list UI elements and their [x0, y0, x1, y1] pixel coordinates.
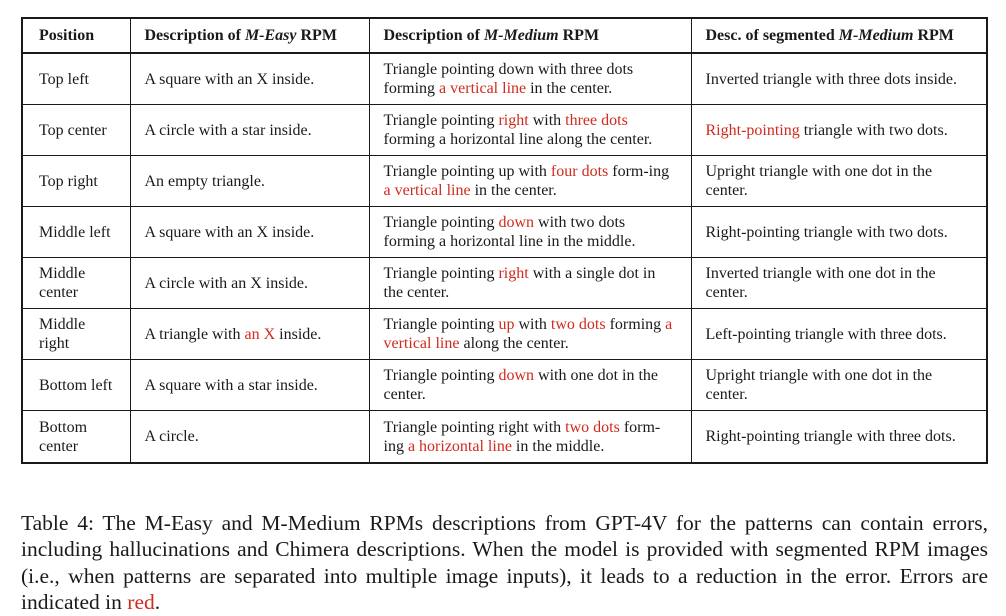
description-cell — [369, 258, 691, 309]
cell-text: Triangle pointing down with three dots forming — [383, 61, 634, 97]
caption-text: Table 4: The M-Easy and M-Medium RPMs descriptions from GPT-4V for the patterns can contain errors, including hallucinations and Chimera descriptions. When the model is provided with segmented RPM images (i.e., when patterns are separated into multiple image inputs), it leads to a reduction in the error. Errors are indicated in — [21, 510, 988, 614]
cell-text: along the center. — [459, 335, 569, 352]
error-highlight: four dots — [550, 163, 609, 180]
cell-text: Description of — [383, 27, 484, 44]
description-cell — [691, 309, 987, 360]
description-cell — [691, 156, 987, 207]
error-highlight: two dots — [565, 418, 620, 436]
cell-text: Triangle pointing — [383, 316, 499, 333]
description-cell — [130, 207, 369, 258]
column-header — [22, 18, 130, 53]
model-name: M-Medium — [483, 27, 559, 44]
cell-text: Position — [39, 27, 95, 44]
cell-text: in the center. — [526, 80, 613, 97]
table-row — [22, 360, 987, 411]
cell-text: An empty triangle. — [144, 172, 265, 190]
cell-text: Triangle pointing — [383, 214, 499, 231]
position-cell — [22, 309, 130, 360]
cell-text: form-ing — [383, 418, 661, 455]
position-cell — [22, 53, 130, 105]
description-cell — [130, 411, 369, 464]
description-cell — [369, 156, 691, 207]
position-cell — [22, 360, 130, 411]
cell-text: Inverted triangle with three dots inside. — [705, 70, 957, 88]
description-cell — [369, 309, 691, 360]
table-row — [22, 207, 987, 258]
cell-text: with a single dot in the center. — [383, 265, 656, 301]
description-cell — [691, 207, 987, 258]
cell-text: triangle with two dots. — [799, 121, 948, 139]
cell-text: Top center — [39, 121, 107, 139]
cell-text: Top left — [39, 70, 89, 88]
cell-text: with two dots forming a horizontal line in the middle. — [383, 214, 636, 250]
description-cell — [691, 360, 987, 411]
cell-text: A circle with a star inside. — [144, 121, 312, 139]
cell-text: Triangle pointing up with — [383, 163, 551, 180]
description-cell — [369, 360, 691, 411]
cell-text: in the center. — [470, 182, 557, 199]
description-cell — [130, 53, 369, 105]
description-cell — [130, 258, 369, 309]
cell-text: with — [528, 112, 566, 129]
cell-text: Triangle pointing — [383, 367, 499, 384]
error-highlight: three dots — [565, 112, 628, 129]
caption-end: . — [154, 590, 161, 614]
cell-text: forming — [605, 316, 666, 333]
description-cell — [130, 156, 369, 207]
description-cell — [130, 105, 369, 156]
cell-text: Upright triangle with one dot in the center. — [705, 163, 933, 199]
cell-text: Middle center — [39, 265, 86, 301]
error-highlight: two dots — [550, 316, 606, 333]
table-row — [22, 258, 987, 309]
cell-text: form-ing — [608, 163, 670, 180]
description-cell — [130, 360, 369, 411]
cell-text: A triangle with — [144, 325, 245, 343]
error-highlight: right — [498, 112, 529, 129]
cell-text: with one dot in the center. — [383, 367, 659, 403]
error-highlight: a vertical line — [439, 80, 527, 97]
cell-text: A circle. — [144, 428, 199, 445]
cell-text: Triangle pointing — [383, 112, 499, 129]
cell-text: forming a horizontal line along the center. — [383, 131, 653, 148]
description-cell — [369, 207, 691, 258]
cell-text: RPM — [913, 27, 954, 44]
column-header — [369, 18, 691, 53]
error-highlight: a horizontal line — [407, 437, 512, 455]
table-row — [22, 105, 987, 156]
column-header — [691, 18, 987, 53]
cell-text: Upright triangle with one dot in the center. — [705, 367, 933, 403]
description-cell — [369, 411, 691, 464]
cell-text: Triangle pointing — [383, 265, 499, 282]
model-name: M-Medium — [838, 27, 914, 44]
position-cell — [22, 156, 130, 207]
table-caption — [21, 510, 988, 616]
position-cell — [22, 105, 130, 156]
cell-text: Right-pointing triangle with two dots. — [705, 223, 948, 241]
cell-text: Right-pointing triangle with three dots. — [705, 428, 956, 445]
cell-text: RPM — [296, 27, 337, 44]
table-row — [22, 53, 987, 105]
description-cell — [130, 309, 369, 360]
cell-text: Middle left — [39, 223, 111, 241]
error-highlight: Right-pointing — [705, 121, 800, 139]
position-cell — [22, 207, 130, 258]
cell-text: A square with a star inside. — [144, 376, 318, 394]
error-highlight: right — [498, 265, 529, 282]
table-row — [22, 411, 987, 464]
description-cell — [691, 258, 987, 309]
cell-text: with — [514, 316, 551, 333]
cell-text: inside. — [275, 325, 322, 343]
model-name: M-Easy — [244, 27, 297, 44]
error-highlight: down — [498, 367, 535, 384]
cell-text: Desc. of segmented — [705, 27, 839, 44]
rpm-descriptions-table — [21, 17, 988, 464]
cell-text: Bottom center — [39, 418, 88, 455]
cell-text: A circle with an X inside. — [144, 274, 309, 292]
position-cell — [22, 411, 130, 464]
table-body — [22, 53, 987, 463]
description-cell — [691, 105, 987, 156]
error-highlight: an X — [244, 325, 276, 343]
table-header-row — [22, 18, 987, 53]
cell-text: Middle right — [39, 316, 86, 352]
caption-red-word: red — [127, 590, 155, 614]
cell-text: Bottom left — [39, 376, 113, 394]
cell-text: A square with an X inside. — [144, 223, 315, 241]
cell-text: in the middle. — [511, 437, 605, 455]
cell-text: Inverted triangle with one dot in the center. — [705, 265, 936, 301]
error-highlight: up — [498, 316, 515, 333]
cell-text: Description of — [144, 27, 245, 44]
column-header — [130, 18, 369, 53]
description-cell — [369, 53, 691, 105]
cell-text: Top right — [39, 172, 98, 190]
description-cell — [691, 53, 987, 105]
cell-text: Left-pointing triangle with three dots. — [705, 325, 947, 343]
cell-text: Triangle pointing right with — [383, 418, 566, 436]
description-cell — [369, 105, 691, 156]
error-highlight: a vertical line — [383, 182, 471, 199]
cell-text: RPM — [558, 27, 600, 44]
cell-text: A square with an X inside. — [144, 70, 315, 88]
position-cell — [22, 258, 130, 309]
table-row — [22, 309, 987, 360]
error-highlight: down — [498, 214, 535, 231]
error-highlight: a vertical line — [383, 316, 673, 352]
table-row — [22, 156, 987, 207]
description-cell — [691, 411, 987, 464]
